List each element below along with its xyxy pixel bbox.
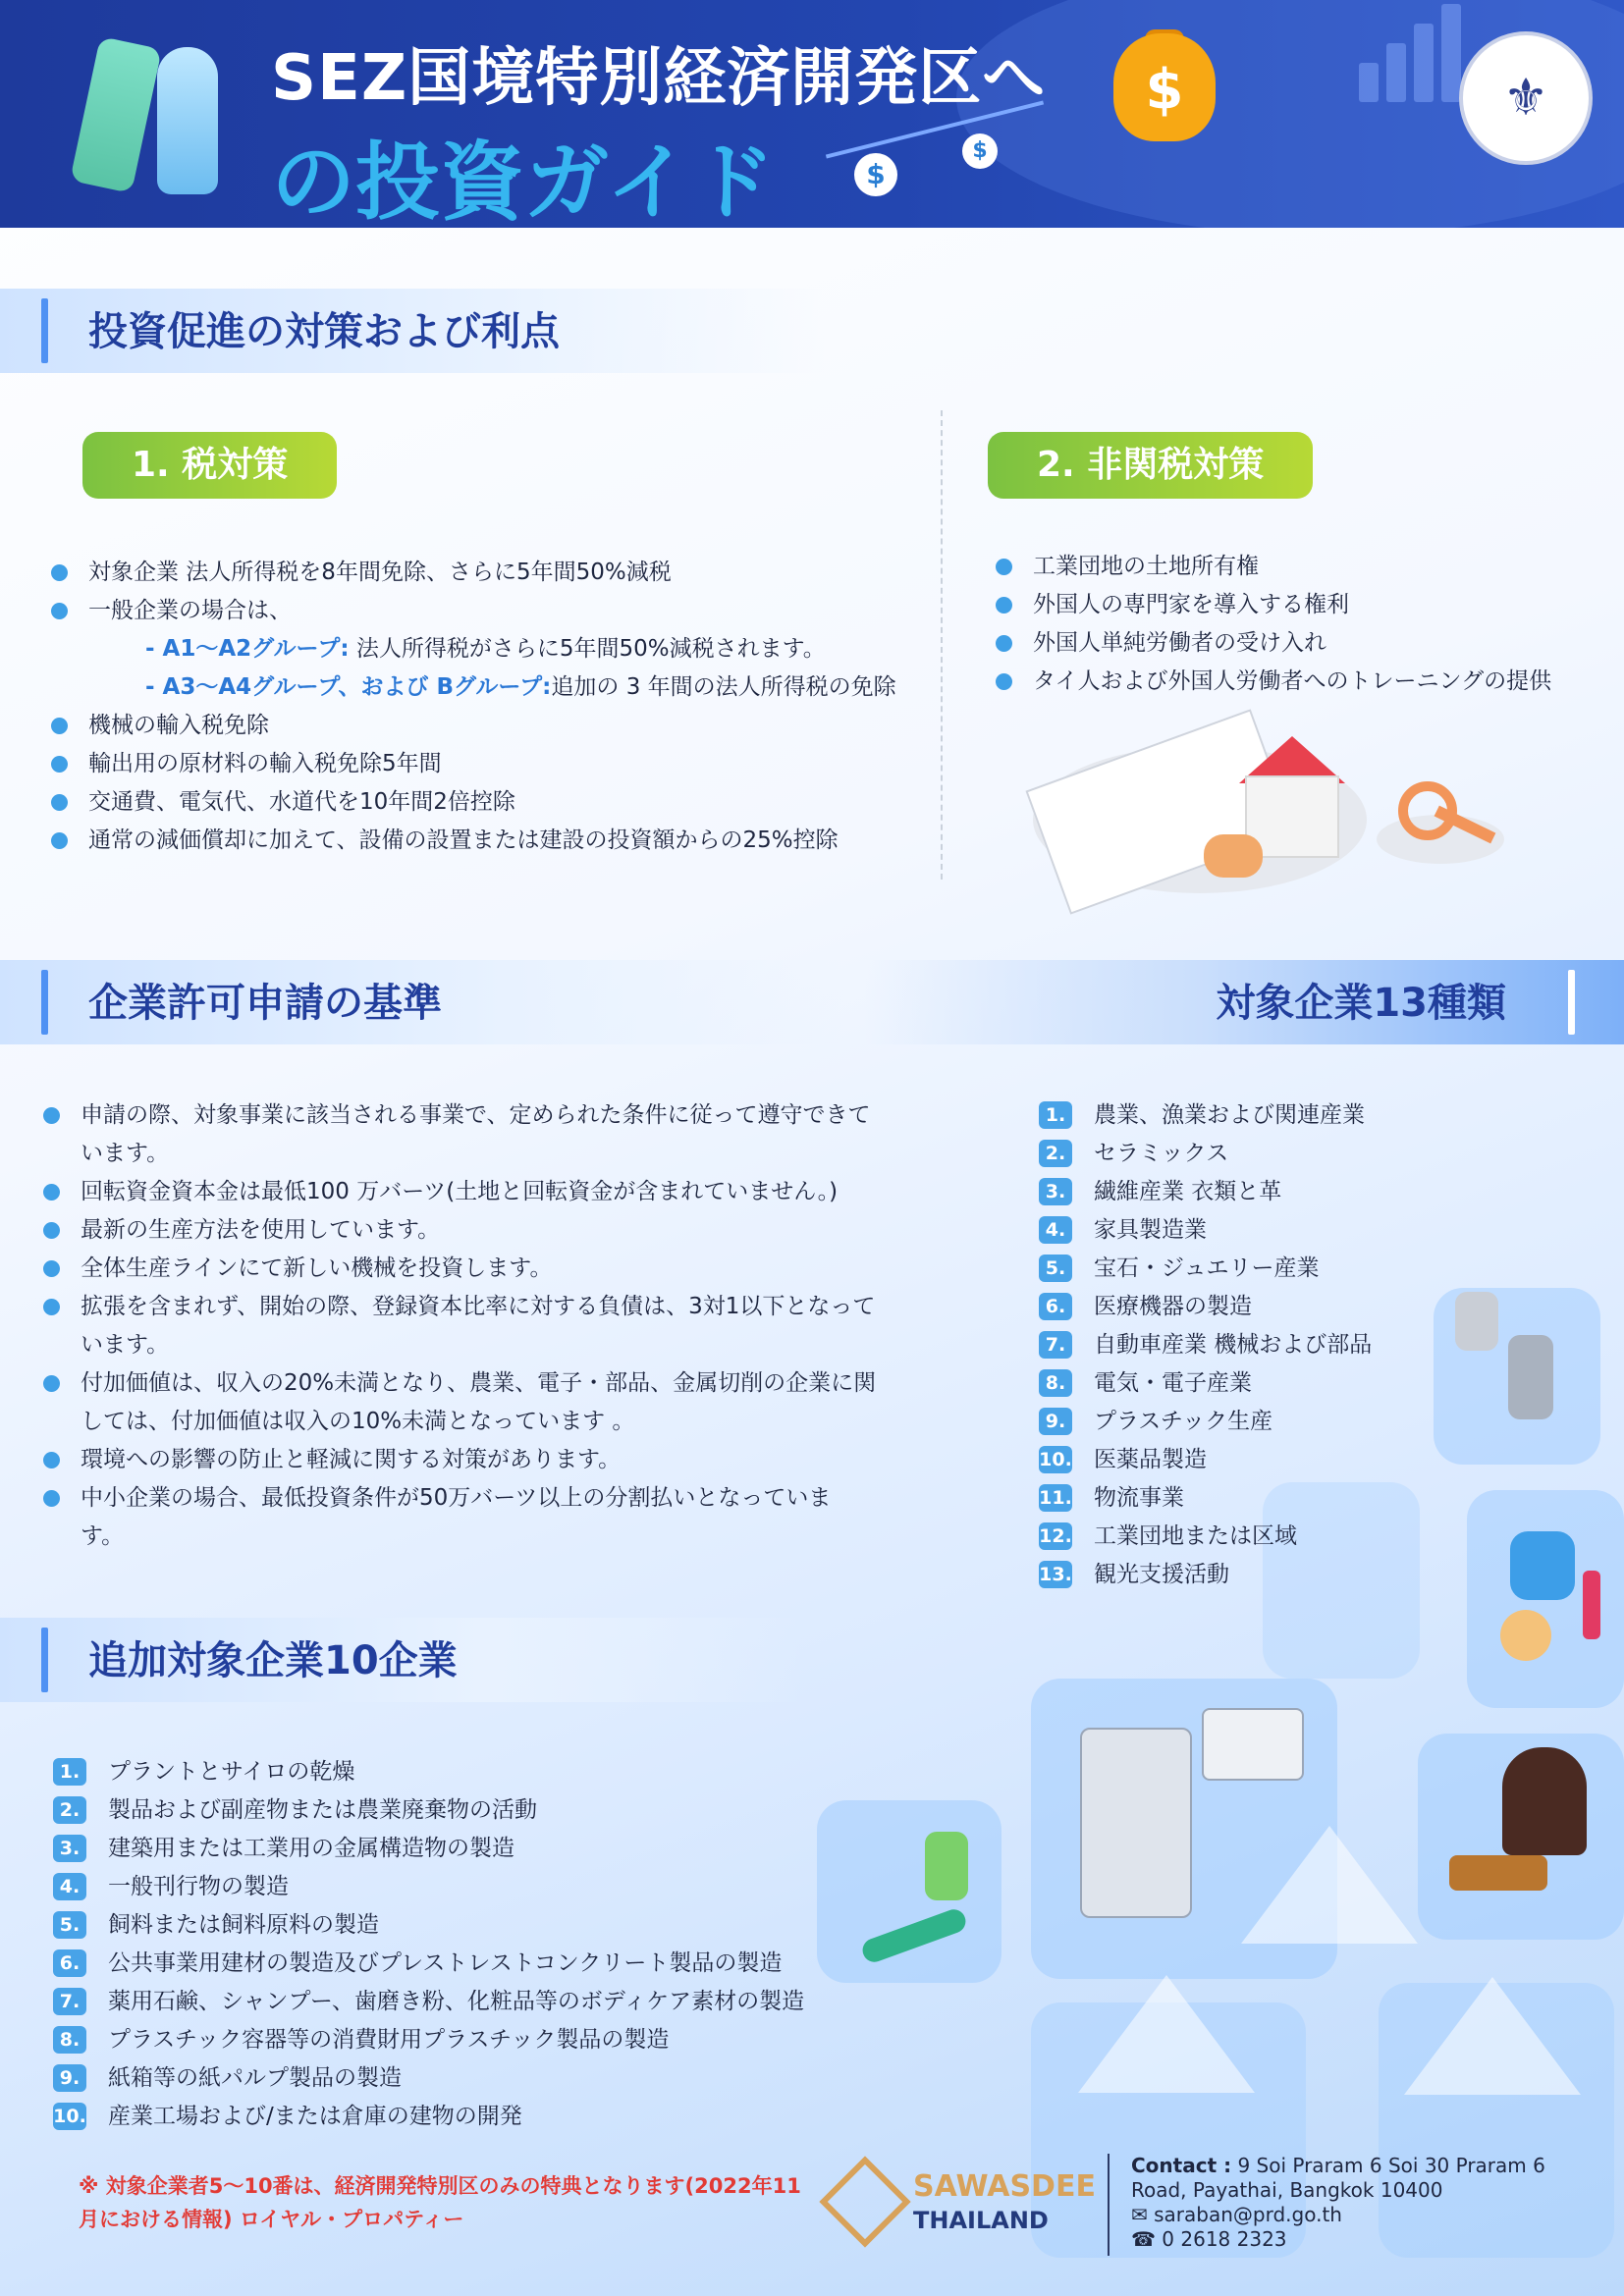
list-item: 5. 飼料または飼料原料の製造 — [53, 1906, 804, 1945]
list-item: 8. プラスチック容器等の消費財用プラスチック製品の製造 — [53, 2021, 804, 2059]
list-item: 機械の輸入税免除 — [51, 707, 896, 745]
list-item: 10. 医薬品製造 — [1039, 1447, 1207, 1472]
dollar-coin-icon: $ — [854, 153, 897, 196]
list-item: 12. 工業団地または区域 — [1039, 1523, 1297, 1549]
silo-tank-icon — [1455, 1292, 1498, 1351]
contact-phone: ☎ 0 2618 2323 — [1131, 2227, 1287, 2251]
coins-icon — [1204, 834, 1263, 878]
footer-divider — [1108, 2154, 1110, 2256]
list-item: 中小企業の場合、最低投資条件が50万バーツ以上の分割払いとなっています。 — [43, 1479, 866, 1556]
target13-list — [1039, 1096, 1372, 1594]
list-item: 9. プラスチック生産 — [1039, 1403, 1372, 1441]
list-item: 3. 繊維産業 衣類と革 — [1039, 1173, 1372, 1211]
list-item: 2. セラミックス — [1039, 1135, 1372, 1173]
list-item: 申請の際、対象事業に該当される事業で、定められた条件に従って遵守できています。 — [43, 1096, 888, 1173]
logo-text: SAWASDEE — [913, 2169, 1096, 2204]
nontax-measures-list — [996, 548, 1551, 701]
list-item: 輸出用の原材料の輸入税免除5年間 — [51, 745, 896, 783]
list-item: 2. 製品および副産物または農業廃棄物の活動 — [53, 1791, 804, 1830]
list-item: 11. 物流事業 — [1039, 1485, 1184, 1511]
criteria-list — [43, 1096, 888, 1556]
page-subtitle: の投資ガイド — [271, 133, 776, 232]
lipstick-icon — [1583, 1571, 1600, 1639]
list-item: 1. 農業、漁業および関連産業 — [1039, 1096, 1372, 1135]
section-header-criteria: 企業許可申請の基準 — [0, 960, 844, 1044]
list-item: 外国人単純労働者の受け入れ — [996, 624, 1551, 663]
column-divider — [941, 410, 943, 880]
section-header-target13: 対象企業13種類 — [864, 960, 1624, 1044]
list-item: 最新の生産方法を使用しています。 — [43, 1211, 888, 1250]
phone-icon: ☎ — [1131, 2227, 1156, 2251]
list-item: 8. 電気・電子産業 — [1039, 1364, 1372, 1403]
list-item: 10. 産業工場および/または倉庫の建物の開発 — [53, 2104, 522, 2129]
page-title: SEZ国境特別経済開発区へ — [271, 42, 1047, 115]
silo-tank-icon — [1508, 1335, 1553, 1419]
list-item: 交通費、電気代、水道代を10年間2倍控除 — [51, 783, 896, 822]
money-bag-icon: $ — [1113, 33, 1216, 141]
necklace-bust-icon — [1502, 1747, 1587, 1855]
contact-address: Contact : 9 Soi Praram 6 Soi 30 Praram 6 Road, Payathai, Bangkok 10400 — [1131, 2154, 1545, 2202]
list-item: 4. 家具製造業 — [1039, 1211, 1372, 1250]
list-item: 1. プラントとサイロの乾燥 — [53, 1753, 804, 1791]
monitor-printer-icon — [1202, 1708, 1304, 1781]
list-item: 6. 公共事業用建材の製造及びプレストレストコンクリート製品の製造 — [53, 1945, 804, 1983]
list-item: 7. 自動車産業 機械および部品 — [1039, 1326, 1372, 1364]
contact-email[interactable]: ✉ saraban@prd.go.th — [1131, 2203, 1342, 2226]
contact-block — [1131, 2154, 1602, 2252]
list-item: 環境への影響の防止と軽減に関する対策があります。 — [43, 1441, 888, 1479]
hygiene-products-illustration — [817, 1800, 1001, 1983]
list-item: 外国人の専門家を導入する権利 — [996, 586, 1551, 624]
sawasdee-thailand-logo — [815, 2152, 903, 2240]
additional10-list — [53, 1753, 804, 2136]
cosmetic-jar-icon — [1510, 1531, 1575, 1600]
list-item: 全体生産ラインにて新しい機械を投資します。 — [43, 1250, 888, 1288]
book-icon — [157, 47, 218, 194]
list-item: 13. 観光支援活動 — [1039, 1562, 1229, 1587]
list-item: 通常の減価償却に加えて、設備の設置または建設の投資額からの25%控除 — [51, 822, 896, 860]
list-item: 5. 宝石・ジュエリー産業 — [1039, 1250, 1372, 1288]
government-emblem-logo: ⚜ — [1459, 31, 1593, 165]
list-item: 対象企業 法人所得税を8年間免除、さらに5年間50%減税 — [51, 554, 896, 592]
nontax-measures-label: 2. 非関税対策 — [988, 432, 1313, 499]
mail-icon: ✉ — [1131, 2203, 1148, 2226]
list-item: 拡張を含まれず、開始の際、登録資本比率に対する負債は、3対1以下となっています。 — [43, 1288, 888, 1364]
medical-machine-icon — [1080, 1728, 1192, 1918]
list-item: 工業団地の土地所有権 — [996, 548, 1551, 586]
list-item: 6. 医療機器の製造 — [1039, 1288, 1372, 1326]
list-item: 付加価値は、収入の20%未満となり、農業、電子・部品、金属切削の企業に関しては、付加価値は収入の10%未満となっています 。 — [43, 1364, 888, 1441]
list-item: 7. 薬用石鹸、シャンプー、歯磨き粉、化粧品等のボディケア素材の製造 — [53, 1983, 804, 2021]
dollar-coin-icon: $ — [962, 133, 998, 169]
soap-bottle-icon — [925, 1832, 968, 1900]
list-item: 回転資金資本金は最低100 万バーツ(土地と回転資金が含まれていません。) — [43, 1173, 888, 1211]
list-subitem: - A3～A4グループ、および Bグループ:追加の 3 年間の法人所得税の免除 — [145, 674, 896, 700]
section-header-incentives: 投資促進の対策および利点 — [0, 289, 825, 373]
list-item: タイ人および外国人労働者へのトレーニングの提供 — [996, 663, 1551, 701]
list-item: 3. 建築用または工業用の金属構造物の製造 — [53, 1830, 804, 1868]
section-header-additional10: 追加対象企業10企業 — [0, 1618, 805, 1702]
tax-measures-list — [51, 554, 896, 860]
tax-measures-label: 1. 税対策 — [82, 432, 337, 499]
list-item: 4. 一般刊行物の製造 — [53, 1868, 804, 1906]
footnote: ※ 対象企業者5～10番は、経済開発特別区のみの特典となります(2022年11月における情報) ロイヤル・プロパティー — [79, 2174, 801, 2231]
list-subitem: - A1～A2グループ: 法人所得税がさらに5年間50%減税されます。 — [145, 636, 826, 662]
compact-mirror-icon — [1500, 1610, 1551, 1661]
list-item: 一般企業の場合は、 — [51, 592, 896, 630]
list-item: 9. 紙箱等の紙パルプ製品の製造 — [53, 2059, 804, 2098]
logo-subtext: THAILAND — [913, 2207, 1049, 2234]
ring-tray-icon — [1449, 1855, 1547, 1891]
